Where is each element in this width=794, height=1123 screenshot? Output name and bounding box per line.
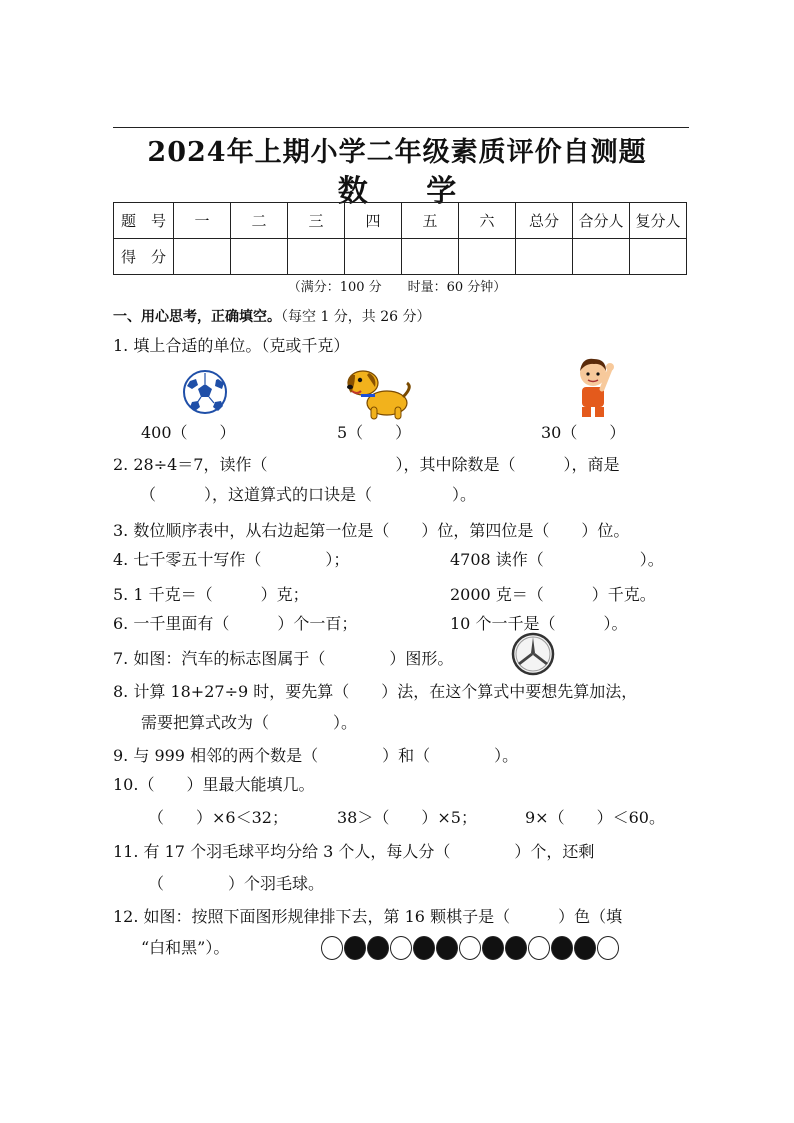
question-8-line-1: 8. 计算 18+27÷9 时，要先算（ ）法，在这个算式中要想先算加法， bbox=[113, 682, 638, 701]
question-4-a: 4. 七千零五十写作（ ）； bbox=[113, 550, 350, 569]
score-input-cell[interactable] bbox=[402, 239, 459, 275]
black-bead bbox=[367, 936, 389, 960]
score-table-header-row bbox=[114, 203, 687, 239]
black-bead bbox=[482, 936, 504, 960]
question-10-b: 38＞（ ）×5； bbox=[337, 808, 477, 827]
score-cell: 复分人 bbox=[630, 203, 687, 239]
question-1-boy: 30（ ） bbox=[541, 423, 626, 442]
question-6-a: 6. 一千里面有（ ）个一百； bbox=[113, 614, 358, 633]
question-6-b: 10 个一千是（ ）。 bbox=[450, 614, 628, 633]
score-input-cell[interactable] bbox=[345, 239, 402, 275]
score-input-cell[interactable] bbox=[459, 239, 516, 275]
score-cell: 总分 bbox=[516, 203, 573, 239]
question-5-a: 5. 1 千克＝（ ）克； bbox=[113, 585, 309, 604]
subject-title: 数 学 bbox=[337, 174, 481, 209]
question-12-line-2: “白和黑”）。 bbox=[141, 938, 230, 957]
question-10: 10.（ ）里最大能填几。 bbox=[113, 775, 315, 794]
score-cell: 二 bbox=[231, 203, 288, 239]
dog-icon bbox=[343, 363, 413, 423]
section-title: 一、用心思考，正确填空。 bbox=[113, 309, 281, 325]
question-10-c: 9×（ ）＜60。 bbox=[525, 808, 665, 827]
white-bead bbox=[528, 936, 550, 960]
score-cell: 六 bbox=[459, 203, 516, 239]
score-cell: 题 号 bbox=[114, 203, 174, 239]
top-rule bbox=[113, 127, 689, 128]
boy-icon bbox=[572, 353, 616, 419]
question-12-line-1: 12. 如图：按照下面图形规律排下去，第 16 颗棋子是（ ）色（填 bbox=[113, 907, 623, 926]
score-table bbox=[113, 202, 687, 275]
black-bead bbox=[551, 936, 573, 960]
score-input-cell[interactable] bbox=[288, 239, 345, 275]
mercedes-logo-icon bbox=[509, 632, 557, 676]
black-bead bbox=[436, 936, 458, 960]
question-7: 7. 如图：汽车的标志图属于（ ）图形。 bbox=[113, 649, 454, 668]
question-11-line-1: 11. 有 17 个羽毛球平均分给 3 个人，每人分（ ）个，还剩 bbox=[113, 842, 595, 861]
score-input-cell[interactable] bbox=[573, 239, 630, 275]
score-cell: 合分人 bbox=[573, 203, 630, 239]
white-bead bbox=[321, 936, 343, 960]
white-bead bbox=[459, 936, 481, 960]
question-9: 9. 与 999 相邻的两个数是（ ）和（ ）。 bbox=[113, 746, 519, 765]
score-table-score-row bbox=[114, 239, 687, 275]
question-10-a: （ ）×6＜32； bbox=[148, 808, 288, 827]
white-bead bbox=[390, 936, 412, 960]
score-input-cell[interactable] bbox=[174, 239, 231, 275]
question-1-dog: 5（ ） bbox=[337, 423, 412, 442]
soccer-ball-icon bbox=[182, 369, 228, 415]
exam-meta: （满分：100 分 时量：60 分钟） bbox=[287, 280, 507, 295]
score-cell: 三 bbox=[288, 203, 345, 239]
question-8-line-2: 需要把算式改为（ ）。 bbox=[141, 713, 358, 732]
question-3: 3. 数位顺序表中，从右边起第一位是（ ）位，第四位是（ ）位。 bbox=[113, 521, 630, 540]
score-cell: 五 bbox=[402, 203, 459, 239]
black-bead bbox=[574, 936, 596, 960]
black-bead bbox=[344, 936, 366, 960]
score-cell: 一 bbox=[174, 203, 231, 239]
question-4-b: 4708 读作（ ）。 bbox=[450, 550, 664, 569]
bead-pattern bbox=[321, 936, 619, 960]
white-bead bbox=[597, 936, 619, 960]
black-bead bbox=[413, 936, 435, 960]
question-2-line-2: （ ），这道算式的口诀是（ ）。 bbox=[140, 485, 477, 504]
question-11-line-2: （ ）个羽毛球。 bbox=[148, 874, 325, 893]
question-5-b: 2000 克＝（ ）千克。 bbox=[450, 585, 656, 604]
score-input-cell[interactable] bbox=[231, 239, 288, 275]
score-cell: 四 bbox=[345, 203, 402, 239]
section-note: （每空 1 分，共 26 分） bbox=[281, 309, 431, 325]
question-1-ball: 400（ ） bbox=[141, 423, 236, 442]
score-input-cell[interactable] bbox=[630, 239, 687, 275]
black-bead bbox=[505, 936, 527, 960]
score-input-cell[interactable] bbox=[516, 239, 573, 275]
question-2-line-1: 2. 28÷4＝7，读作（ ），其中除数是（ ），商是 bbox=[113, 455, 620, 474]
score-row-label: 得 分 bbox=[114, 239, 174, 275]
page-title: 2024年上期小学二年级素质评价自测题 bbox=[147, 137, 647, 168]
question-1: 1. 填上合适的单位。（克或千克） bbox=[113, 336, 350, 355]
section-heading bbox=[113, 306, 431, 326]
